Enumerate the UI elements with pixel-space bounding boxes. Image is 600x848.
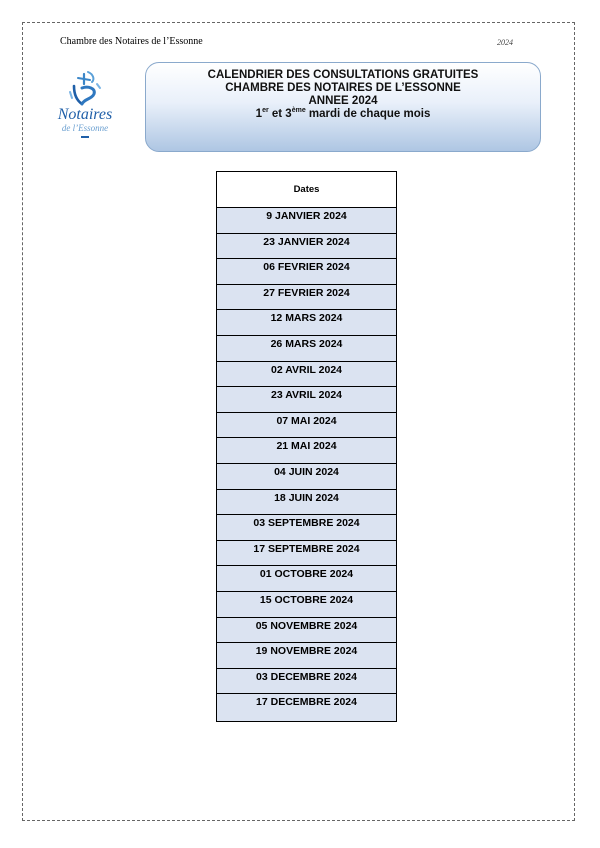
- notaires-emblem-icon: [64, 70, 106, 108]
- date-row: 26 MARS 2024: [217, 336, 396, 362]
- date-row: 21 MAI 2024: [217, 438, 396, 464]
- title-line-4: [146, 108, 540, 121]
- title-line-4-part-c: mardi de chaque mois: [305, 108, 431, 120]
- date-row: 27 FEVRIER 2024: [217, 285, 396, 311]
- header-year: 2024: [497, 38, 513, 47]
- title-box: [145, 62, 541, 152]
- title-line-3: ANNEE 2024: [308, 95, 378, 107]
- date-row: 17 DECEMBRE 2024: [217, 694, 396, 721]
- date-row: 23 JANVIER 2024: [217, 234, 396, 260]
- dates-table-header: Dates: [217, 172, 396, 208]
- date-row: 15 OCTOBRE 2024: [217, 592, 396, 618]
- title-line-2: CHAMBRE DES NOTAIRES DE L’ESSONNE: [225, 82, 461, 94]
- title-line-4-part-a: 1: [255, 108, 263, 120]
- logo-underline: [81, 136, 89, 138]
- date-row: 07 MAI 2024: [217, 413, 396, 439]
- dates-table: [216, 171, 397, 722]
- date-row: 02 AVRIL 2024: [217, 362, 396, 388]
- logo-subtitle: de l’Essonne: [61, 123, 109, 133]
- date-row: 23 AVRIL 2024: [217, 387, 396, 413]
- date-row: 17 SEPTEMBRE 2024: [217, 541, 396, 567]
- date-row: 03 DECEMBRE 2024: [217, 669, 396, 695]
- date-row: 03 SEPTEMBRE 2024: [217, 515, 396, 541]
- date-row: 04 JUIN 2024: [217, 464, 396, 490]
- date-row: 19 NOVEMBRE 2024: [217, 643, 396, 669]
- date-row: 06 FEVRIER 2024: [217, 259, 396, 285]
- title-line-1: CALENDRIER DES CONSULTATIONS GRATUITES: [207, 69, 479, 81]
- date-row: 01 OCTOBRE 2024: [217, 566, 396, 592]
- logo: [45, 70, 125, 150]
- title-line-4-part-b: et 3: [268, 108, 292, 120]
- title-line-4-sup-1: er: [262, 107, 269, 115]
- date-row: 9 JANVIER 2024: [217, 208, 396, 234]
- logo-name: Notaires: [57, 106, 113, 123]
- title-line-4-sup-2: ème: [291, 107, 306, 115]
- date-row: 05 NOVEMBRE 2024: [217, 618, 396, 644]
- header-organization: Chambre des Notaires de l’Essonne: [60, 36, 203, 47]
- date-row: 12 MARS 2024: [217, 310, 396, 336]
- date-row: 18 JUIN 2024: [217, 490, 396, 516]
